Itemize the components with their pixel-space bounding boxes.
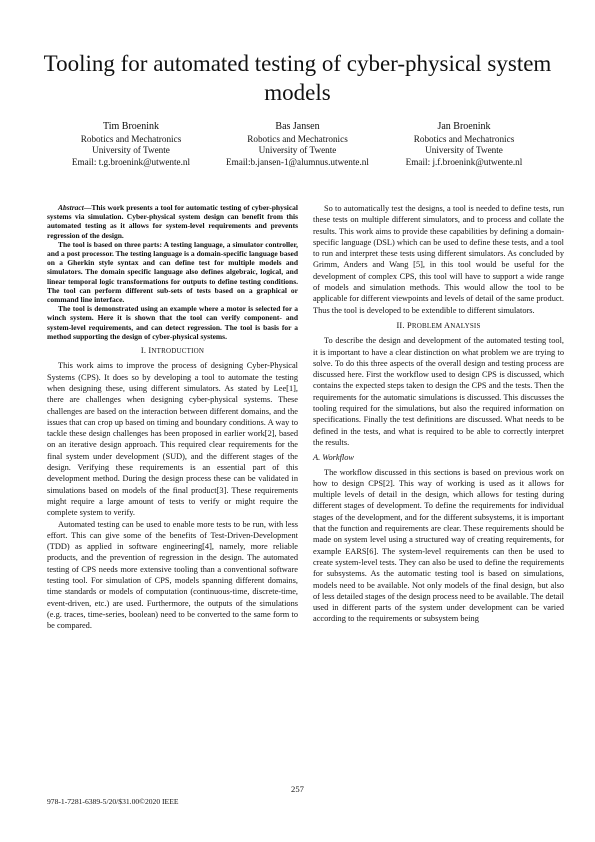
author-email: Email:b.jansen-1@alumnus.utwente.nl (226, 156, 369, 167)
subsection-heading-workflow: A. Workflow (313, 453, 354, 463)
abstract-text: —This work presents a tool for automatic testing of cyber-physical systems via simulation. Cyber-physical system design can benefit from this automated testing as it allows for system-level requirements and prevents regression of the design. (47, 203, 298, 240)
author-name: Bas Jansen (275, 121, 320, 132)
section-heading-introduction: I. INTRODUCTION (140, 346, 205, 356)
author-institution: University of Twente (258, 145, 337, 156)
right-column (313, 203, 564, 625)
author-email: Email: t.g.broenink@utwente.nl (71, 156, 191, 167)
intro-paragraph-1: This work aims to improve the process of designing Cyber-Physical Systems (CPS). It does so by developing a tool to automate the testing when designing these, using different simulators. As stated by Lee[1], there are challenges when designing cyber-physical systems. These challenges are based on the interaction between different domains, and the issues that can crop up based on timing and boundary conditions. A way to tackle these design challenges has been proposed in earlier work[2], based on an iterative design approach. This required clear requirements for the final system under development (SUD), and the different stages of the design. Verifying these requirements is an essential part of this development method. During the design process these can be validated in simulations based on models of the final product[3]. These requirements might require a large amount of tests to verify or might require the complete system to verify. (47, 361, 298, 518)
intro-paragraph-2: Automated testing can be used to enable more tests to be run, with less effort. This can give some of the benefits of Test-Driven-Development (TDD) as applied in software engineering[4], namely, more reliable products, and the prevention of regression in the design. The automated testing of CPS needs more extensive tooling than a conventional software testing tool. For simulation of CPS, models spanning different domains, time standards or models of computation (continuous-time, discrete-time, event-driven, etc.) are used. Furthermore, the outputs of the simulations (e.g. traces, time-series, boolean) need to be converted to the same form to be compared. (47, 519, 298, 631)
section-heading-problem-analysis: II. PROBLEM ANALYSIS (396, 320, 481, 330)
author-name: Jan Broenink (437, 121, 491, 132)
author-institution: University of Twente (92, 145, 170, 156)
author-3 (381, 121, 547, 168)
author-email: Email: j.f.broenink@utwente.nl (405, 156, 523, 167)
abstract-lead: Abstract (58, 203, 84, 212)
author-2 (215, 121, 381, 168)
paper-title: Tooling for automated testing of cyber-physical system models (43, 51, 552, 105)
copyright-line: 978-1-7281-6389-5/20/$31.00©2020 IEEE (47, 797, 179, 806)
author-institution: University of Twente (425, 145, 503, 156)
abstract (47, 203, 298, 341)
workflow-paragraph-1: The workflow discussed in this sections is based on previous work on how to design CPS[2]. This way of working is used as it allows for multiple levels of detail in the design, which allows for testing during different stages of development. To define the requirements for individual stages of the development, and for the different subsystems, it is important that the function and requirements are clear. These requirements should be made on system level using a structured way of creating requirements, for example EARS[6]. The system-level requirements can then be used to create system-level tests. They can also be used to define the requirements for subsystems. As the automatic testing tool is based on simulations, models need to be available. Not only models of the final design, but also of less detailed stages of the design process need to be available. The detail used in different parts of the system under development can be varied according to the requirements or subsystem being (313, 467, 565, 624)
page-number: 257 (291, 784, 304, 794)
abstract-paragraph-2: The tool is based on three parts: A testing language, a simulator controller, and a post processor. The testing language is a domain-specific language based on a Gherkin style syntax and can define test for multiple models and simulators. The domain specific language also defines algebraic, logical, and linear temporal logic transformations for outputs to define testing conditions. The tool can perform different sub-sets of tests based on a graphical or command line interface. (47, 239, 298, 305)
intro-paragraph-3: So to automatically test the designs, a tool is needed to define tests, run these tests on multiple different simulators, and to process and collate the results. This work aims to provide these capabilities by defining a domain-specific language (DSL) which can be used to define these tests, and a tool to run and interpret these tests using different simulators. As concluded by Grimm, Anders and Wang [5], in this tool would be useful for the development of complex CPS, this tool will have to support a wide range of models and simulation methods. This would allow the tool to be applicable for different viewpoints and levels of detail of the same product. Thus the tool is developed to be extendible to different simulators. (313, 204, 565, 315)
author-affiliation: Robotics and Mechatronics (80, 133, 182, 144)
abstract-paragraph-3: The tool is demonstrated using an example where a motor is selected for a winch system. Here it is shown that the tool can verify component- and system-level requirements, and can detect regression. The tool is basis for a method supporting the design of cyber-physical systems. (47, 304, 298, 341)
author-name: Tim Broenink (102, 121, 160, 132)
problem-paragraph-1: To describe the design and development of the automated testing tool, it is important to have a clear distinction on what problem we are trying to solve. To do this three aspects of the overall design and testing process are discussed here. First the workflow used to design CPS is discussed, which contains the expected steps taken to design the CPS and the tests. Then the requirements for the automatic simulations is discussed. This discusses the tooling required for the simulations, but also the required information on specifications. Finally the test definitions are discussed. What needs to be defined in the tests, and what is required to be able to correctly interpret the results. (313, 336, 564, 447)
left-column (47, 203, 298, 631)
author-affiliation: Robotics and Mechatronics (247, 133, 348, 144)
author-1 (48, 121, 214, 168)
abstract-paragraph-1 (47, 203, 298, 240)
author-affiliation: Robotics and Mechatronics (413, 133, 515, 144)
author-block (48, 121, 547, 168)
